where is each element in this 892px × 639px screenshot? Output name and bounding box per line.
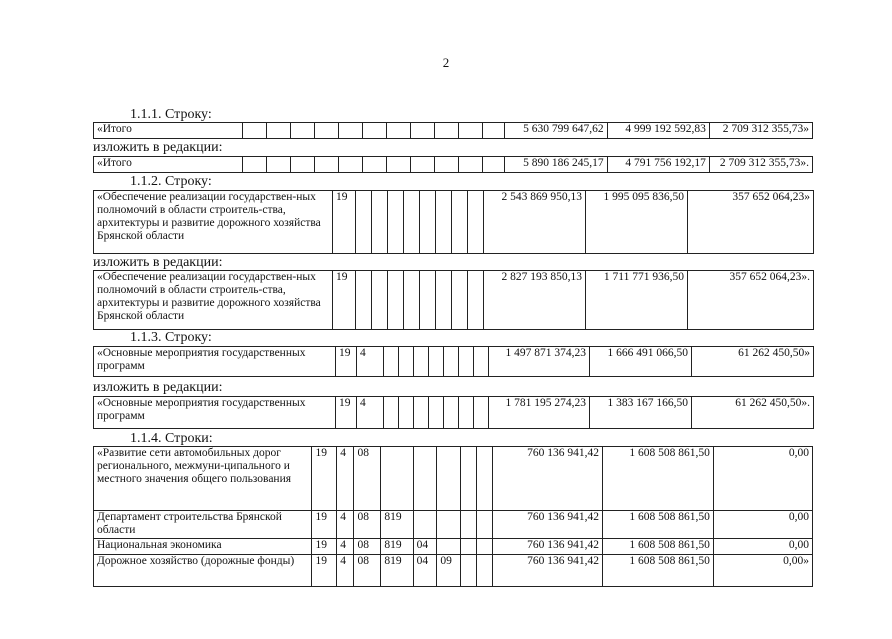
code-6 — [437, 447, 461, 511]
code-2: 4 — [357, 347, 384, 377]
row-name: «Основные мероприятия государственных программ — [94, 397, 336, 429]
row-name: Департамент строительства Брянской области — [94, 511, 312, 539]
table-1-1-1-new — [93, 156, 813, 173]
table-row — [94, 123, 813, 139]
code-2: 4 — [337, 447, 354, 511]
amount-3: 0,00 — [713, 447, 812, 511]
amount-2: 1 608 508 861,50 — [603, 555, 714, 587]
amount-3: 0,00» — [713, 555, 812, 587]
table-row — [94, 447, 813, 511]
code-5: 04 — [413, 555, 437, 587]
amount-1: 5 890 186 245,17 — [504, 157, 607, 173]
amount-1: 760 136 941,42 — [493, 539, 603, 555]
edit-label: изложить в редакции: — [93, 380, 223, 395]
table-row — [94, 397, 814, 429]
page-number: 2 — [442, 55, 450, 70]
row-name: Национальная экономика — [94, 539, 312, 555]
amount-3: 0,00 — [713, 539, 812, 555]
amount-1: 760 136 941,42 — [493, 447, 603, 511]
amount-1: 1 781 195 274,23 — [489, 397, 590, 429]
code-2: 4 — [337, 555, 354, 587]
row-name: «Итого — [94, 123, 243, 139]
code-1: 19 — [312, 539, 337, 555]
code-4 — [381, 447, 413, 511]
table-row — [94, 271, 814, 330]
code-6 — [437, 511, 461, 539]
table-row — [94, 157, 813, 173]
code-5: 04 — [413, 539, 437, 555]
amount-3: 0,00 — [713, 511, 812, 539]
code-3: 08 — [354, 511, 381, 539]
amount-3: 2 709 312 355,73» — [709, 123, 812, 139]
table-row — [94, 347, 814, 377]
code-1: 19 — [333, 271, 356, 330]
amount-1: 2 543 869 950,13 — [484, 191, 586, 254]
code-6: 09 — [437, 555, 461, 587]
row-name: «Развитие сети автомобильных дорог регионального, межмуни-ципального и местного значения общего пользования — [94, 447, 312, 511]
code-1: 19 — [336, 397, 357, 429]
code-3: 08 — [354, 555, 381, 587]
row-name: «Итого — [94, 157, 243, 173]
code-2: 4 — [357, 397, 384, 429]
amount-2: 4 791 756 192,17 — [607, 157, 709, 173]
section-heading-1-1-3: 1.1.3. Строку: — [130, 330, 212, 345]
amount-3: 357 652 064,23». — [688, 271, 814, 330]
table-1-1-3-old — [93, 346, 814, 377]
table-row — [94, 511, 813, 539]
code-2: 4 — [337, 539, 354, 555]
table-row — [94, 539, 813, 555]
table-row — [94, 555, 813, 587]
code-5 — [413, 447, 437, 511]
amount-2: 1 995 095 836,50 — [586, 191, 688, 254]
table-1-1-1-old — [93, 122, 813, 139]
code-5 — [413, 511, 437, 539]
code-4: 819 — [381, 555, 413, 587]
section-heading-1-1-2: 1.1.2. Строку: — [130, 174, 212, 189]
code-3: 08 — [354, 539, 381, 555]
table-1-1-3-new — [93, 396, 814, 429]
amount-2: 1 608 508 861,50 — [603, 511, 714, 539]
table-1-1-4 — [93, 446, 813, 587]
row-name: «Основные мероприятия государственных программ — [94, 347, 336, 377]
amount-2: 1 711 771 936,50 — [586, 271, 688, 330]
code-1: 19 — [312, 555, 337, 587]
amount-2: 1 666 491 066,50 — [590, 347, 692, 377]
section-heading-1-1-1: 1.1.1. Строку: — [130, 107, 212, 122]
code-3: 08 — [354, 447, 381, 511]
amount-3: 2 709 312 355,73». — [709, 157, 812, 173]
code-6 — [437, 539, 461, 555]
amount-2: 4 999 192 592,83 — [607, 123, 709, 139]
amount-1: 1 497 871 374,23 — [489, 347, 590, 377]
table-1-1-2-old — [93, 190, 814, 254]
code-1: 19 — [312, 511, 337, 539]
amount-2: 1 608 508 861,50 — [603, 539, 714, 555]
amount-2: 1 608 508 861,50 — [603, 447, 714, 511]
table-row — [94, 191, 814, 254]
amount-1: 760 136 941,42 — [493, 511, 603, 539]
table-1-1-2-new — [93, 270, 814, 330]
code-1: 19 — [336, 347, 357, 377]
section-heading-1-1-4: 1.1.4. Строки: — [130, 431, 213, 446]
amount-3: 61 262 450,50». — [692, 397, 814, 429]
amount-3: 357 652 064,23» — [688, 191, 814, 254]
amount-1: 5 630 799 647,62 — [504, 123, 607, 139]
amount-2: 1 383 167 166,50 — [590, 397, 692, 429]
amount-3: 61 262 450,50» — [692, 347, 814, 377]
code-2: 4 — [337, 511, 354, 539]
code-4: 819 — [381, 511, 413, 539]
edit-label: изложить в редакции: — [93, 255, 223, 270]
row-name: «Обеспечение реализации государствен-ных полномочий в области строитель-ства, архитектуры и развитие дорожного хозяйства Брянской области — [94, 191, 333, 254]
amount-1: 2 827 193 850,13 — [484, 271, 586, 330]
code-1: 19 — [333, 191, 356, 254]
code-4: 819 — [381, 539, 413, 555]
code-1: 19 — [312, 447, 337, 511]
row-name: Дорожное хозяйство (дорожные фонды) — [94, 555, 312, 587]
amount-1: 760 136 941,42 — [493, 555, 603, 587]
row-name: «Обеспечение реализации государствен-ных полномочий в области строитель-ства, архитектуры и развитие дорожного хозяйства Брянской области — [94, 271, 333, 330]
edit-label: изложить в редакции: — [93, 140, 223, 155]
